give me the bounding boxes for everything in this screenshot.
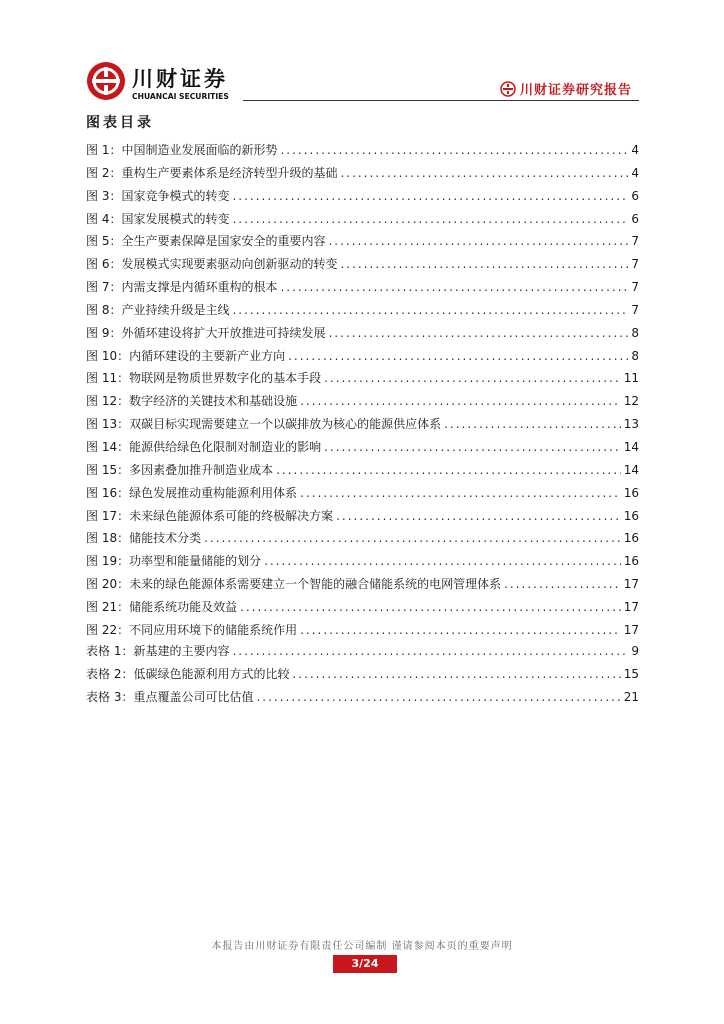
figure-entry[interactable] <box>86 482 639 505</box>
figure-entry[interactable] <box>86 162 639 185</box>
entry-title: 绿色发展推动重构能源利用体系 <box>129 485 298 500</box>
dot-leader <box>300 619 621 642</box>
figure-entry[interactable] <box>86 185 639 208</box>
table-list <box>86 640 639 709</box>
figure-entry[interactable] <box>86 390 639 413</box>
entry-page-number: 6 <box>631 211 639 226</box>
entry-title: 重点覆盖公司可比估值 <box>133 689 254 704</box>
entry-page-number: 8 <box>631 348 639 363</box>
entry-title: 产业持续升级是主线 <box>121 302 230 317</box>
dot-leader <box>288 345 628 368</box>
entry-title: 全生产要素保障是国家安全的重要内容 <box>121 234 326 249</box>
entry-page-number: 13 <box>623 417 639 432</box>
entry-page-number: 12 <box>623 394 639 409</box>
entry-label: 图 11： <box>86 371 130 386</box>
entry-label: 图 21： <box>86 599 130 614</box>
dot-leader <box>444 413 621 436</box>
entry-label: 图 4： <box>86 211 122 226</box>
figure-entry[interactable] <box>86 367 639 390</box>
table-entry[interactable] <box>86 640 639 663</box>
figure-entry[interactable] <box>86 459 639 482</box>
entry-label: 图 9： <box>86 325 122 340</box>
entry-title: 储能系统功能及效益 <box>129 599 238 614</box>
figure-entry[interactable] <box>86 573 639 596</box>
entry-label: 图 16： <box>86 485 130 500</box>
entry-page-number: 16 <box>623 508 639 523</box>
entry-page-number: 4 <box>631 143 639 157</box>
figure-entry[interactable] <box>86 413 639 436</box>
figure-entry[interactable] <box>86 208 639 231</box>
entry-title: 内循环建设的主要新产业方向 <box>129 348 286 363</box>
dot-leader <box>336 505 621 528</box>
dot-leader <box>232 299 628 322</box>
dot-leader <box>340 162 628 185</box>
header-divider <box>243 100 639 101</box>
entry-page-number: 7 <box>631 234 639 249</box>
entry-page-number: 21 <box>623 689 639 704</box>
figure-entry[interactable] <box>86 139 639 162</box>
entry-page-number: 17 <box>623 622 639 637</box>
entry-label: 图 15： <box>86 462 130 477</box>
entry-title: 低碳绿色能源利用方式的比较 <box>133 666 290 681</box>
entry-title: 能源供给绿色化限制对制造业的影响 <box>129 439 322 454</box>
entry-page-number: 16 <box>623 554 639 569</box>
entry-page-number: 16 <box>623 485 639 500</box>
dot-leader <box>232 185 628 208</box>
report-badge <box>500 79 632 98</box>
dot-leader <box>324 436 621 459</box>
entry-label: 图 7： <box>86 280 122 295</box>
page-header <box>0 0 724 110</box>
entry-label: 图 19： <box>86 554 130 569</box>
entry-page-number: 9 <box>631 644 639 658</box>
entry-label: 图 5： <box>86 234 122 249</box>
brand-name-cn: 川财证券 <box>132 67 228 91</box>
dot-leader <box>264 550 621 573</box>
entry-title: 中国制造业发展面临的新形势 <box>121 143 278 157</box>
entry-page-number: 11 <box>623 371 639 386</box>
entry-page-number: 6 <box>631 188 639 203</box>
entry-label: 图 8： <box>86 302 122 317</box>
figure-entry[interactable] <box>86 230 639 253</box>
entry-label: 图 3： <box>86 188 122 203</box>
figure-entry[interactable] <box>86 436 639 459</box>
entry-label: 图 22： <box>86 622 130 637</box>
entry-label: 图 20： <box>86 577 130 592</box>
entry-title: 双碳目标实现需要建立一个以碳排放为核心的能源供应体系 <box>129 417 442 432</box>
dot-leader <box>504 573 621 596</box>
figure-entry[interactable] <box>86 527 639 550</box>
table-entry[interactable] <box>86 663 639 686</box>
dot-leader <box>232 208 628 231</box>
dot-leader <box>328 230 628 253</box>
dot-leader <box>256 686 620 709</box>
entry-page-number: 16 <box>623 531 639 546</box>
dot-leader <box>328 322 628 345</box>
figure-entry[interactable] <box>86 345 639 368</box>
dot-leader <box>232 640 628 663</box>
entry-label: 图 17： <box>86 508 130 523</box>
entry-title: 多因素叠加推升制造业成本 <box>129 462 274 477</box>
entry-label: 表格 3： <box>86 689 134 704</box>
entry-page-number: 14 <box>623 462 639 477</box>
figure-entry[interactable] <box>86 619 639 642</box>
table-entry[interactable] <box>86 686 639 709</box>
entry-label: 表格 1： <box>86 644 134 658</box>
entry-label: 图 12： <box>86 394 130 409</box>
chuancai-logo-icon <box>86 61 126 101</box>
entry-title: 功率型和能量储能的划分 <box>129 554 262 569</box>
entry-title: 国家竞争模式的转变 <box>121 188 230 203</box>
entry-title: 储能技术分类 <box>129 531 202 546</box>
entry-title: 发展模式实现要素驱动向创新驱动的转变 <box>121 257 338 272</box>
dot-leader <box>324 367 621 390</box>
dot-leader <box>340 253 628 276</box>
entry-page-number: 17 <box>623 577 639 592</box>
entry-title: 未来的绿色能源体系需要建立一个智能的融合储能系统的电网管理体系 <box>129 577 502 592</box>
dot-leader <box>292 663 620 686</box>
figure-entry[interactable] <box>86 322 639 345</box>
report-title: 川财证券研究报告 <box>520 83 633 98</box>
figure-entry[interactable] <box>86 505 639 528</box>
figure-entry[interactable] <box>86 596 639 619</box>
figure-entry[interactable] <box>86 276 639 299</box>
entry-title: 不同应用环境下的储能系统作用 <box>129 622 298 637</box>
entry-label: 图 2： <box>86 165 122 180</box>
entry-page-number: 14 <box>623 439 639 454</box>
dot-leader <box>240 596 621 619</box>
entry-page-number: 7 <box>631 280 639 295</box>
entry-page-number: 8 <box>631 325 639 340</box>
entry-title: 重构生产要素体系是经济转型升级的基础 <box>121 165 338 180</box>
entry-title: 新基建的主要内容 <box>133 644 230 658</box>
dot-leader <box>280 139 628 162</box>
entry-title: 物联网是物质世界数字化的基本手段 <box>129 371 322 386</box>
entry-title: 国家发展模式的转变 <box>121 211 230 226</box>
brand-name-en: CHUANCAI SECURITIES <box>132 92 229 101</box>
entry-label: 图 1： <box>86 143 122 157</box>
entry-page-number: 15 <box>623 666 639 681</box>
entry-page-number: 4 <box>631 165 639 180</box>
entry-label: 图 18： <box>86 531 130 546</box>
entry-label: 图 13： <box>86 417 130 432</box>
entry-title: 未来绿色能源体系可能的终极解决方案 <box>129 508 334 523</box>
entry-page-number: 17 <box>623 599 639 614</box>
footer-disclaimer: 本报告由川财证券有限责任公司编制 谨请参阅本页的重要声明 <box>211 941 513 952</box>
report-logo-icon <box>500 81 516 97</box>
entry-label: 图 14： <box>86 439 130 454</box>
figure-list <box>86 139 639 642</box>
dot-leader <box>300 390 621 413</box>
entry-page-number: 7 <box>631 257 639 272</box>
dot-leader <box>204 527 621 550</box>
figure-entry[interactable] <box>86 299 639 322</box>
dot-leader <box>276 459 621 482</box>
figure-entry[interactable] <box>86 253 639 276</box>
entry-label: 图 10： <box>86 348 130 363</box>
figure-entry[interactable] <box>86 550 639 573</box>
dot-leader <box>280 276 628 299</box>
entry-label: 表格 2： <box>86 666 134 681</box>
toc-title: 图表目录 <box>86 115 154 131</box>
entry-title: 内需支撑是内循环重构的根本 <box>121 280 278 295</box>
entry-title: 数字经济的关键技术和基础设施 <box>129 394 298 409</box>
entry-label: 图 6： <box>86 257 122 272</box>
entry-page-number: 7 <box>631 302 639 317</box>
entry-title: 外循环建设将扩大开放推进可持续发展 <box>121 325 326 340</box>
page-number: 3/24 <box>333 955 397 973</box>
dot-leader <box>300 482 621 505</box>
